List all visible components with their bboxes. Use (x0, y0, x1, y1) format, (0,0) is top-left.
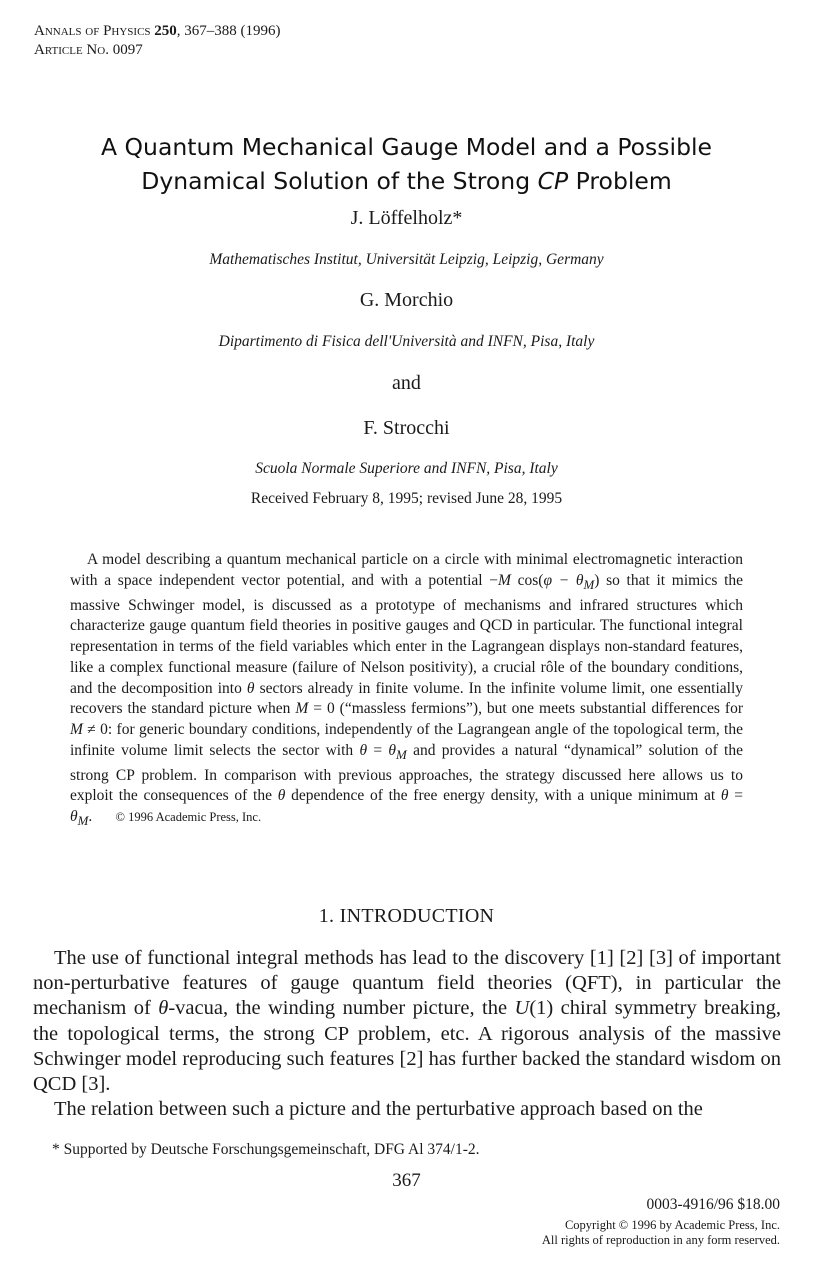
abstract-text: ) so that it mimics the massive Schwinger model, is discussed as a prototype of mechanisms and infrared structures which characterize gauge quantum field theories in positive gauges and QCD in particular. The functional integral representation in terms of the field variables which enter in the Lagrangean displays non-standard features, like a complex functional measure (failure of Nelson positivity), a crucial rôle of the boundary conditions, and the decomposition into (70, 571, 744, 697)
abstract-text: = (367, 741, 389, 759)
title-line-2 (40, 164, 773, 198)
abstract-math: M (295, 700, 309, 718)
abstract-text: ≠ 0: for generic boundary conditions, independently of the Lagrangean angle of the topological term, the infinite volume limit selects the sector with (70, 721, 743, 759)
article-number-line (34, 41, 281, 60)
abstract-math: φ − θ (543, 571, 584, 589)
article-label: Article No. (34, 42, 109, 58)
body-text-run: The use of functional integral methods has lead to the discovery [1] [2] [3] of important non-perturbative features of gauge quantum field theories (QFT), in particular the mechanism of (33, 947, 781, 1020)
author-1-affiliation: Mathematisches Institut, Universität Leipzig, Leipzig, Germany (209, 251, 604, 268)
abstract-text: and provides a natural “dynamical” solution of the strong CP problem. In comparison with previous approaches, the strategy discussed here allows us to exploit the consequences of the (70, 741, 743, 805)
abstract-text: sectors already in finite volume. In the infinite volume limit, one essentially recovers the standard picture when (70, 679, 743, 718)
abstract-math: M (70, 721, 83, 739)
abstract-text: dependence of the free energy density, with a unique minimum at (285, 787, 721, 805)
section-title: INTRODUCTION (339, 905, 495, 927)
author-2-name: G. Morchio (359, 289, 454, 311)
abstract-math-subscript: M (77, 813, 89, 829)
copyright-line-1: Copyright © 1996 by Academic Press, Inc. (564, 1218, 780, 1232)
paragraph-2: The relation between such a picture and the perturbative approach based on the (54, 1098, 703, 1121)
abstract (70, 550, 743, 832)
abstract-math-subscript: M (396, 746, 407, 762)
footnote: * Supported by Deutsche Forschungsgemeinschaft, DFG Al 374/1-2. (52, 1141, 480, 1158)
title-cp: CP (537, 167, 569, 195)
author-3-affiliation: Scuola Normale Superiore and INFN, Pisa, Italy (255, 460, 558, 477)
abstract-text: = 0 (“massless fermions”), but one meets substantial differences for (308, 700, 744, 718)
and-separator: and (392, 372, 421, 394)
paragraph-1 (33, 946, 781, 1097)
copyright-line-2: All rights of reproduction in any form reserved. (541, 1233, 780, 1247)
journal-pages: , 367–388 (1996) (176, 23, 281, 39)
body-text-run: (1) chiral symmetry breaking, the topological terms, the strong CP problem, etc. A rigorous analysis of the massive Schwinger model reproducing such features [2] has further backed the standard wisdom on QCD [3]. (33, 997, 781, 1096)
price-code: 0003-4916/96 $18.00 (646, 1196, 780, 1213)
author-3-name: F. Strocchi (363, 417, 450, 439)
title-line-1: A Quantum Mechanical Gauge Model and a Possible (101, 133, 712, 161)
paper-title (40, 130, 773, 198)
title-line-2-post: Problem (568, 167, 672, 195)
abstract-math: θ (70, 808, 78, 826)
abstract-math: M (498, 571, 511, 589)
abstract-math-subscript: M (583, 576, 595, 592)
abstract-math: θ (277, 787, 286, 805)
received-dates: Received February 8, 1995; revised June 28, 1995 (250, 490, 563, 507)
page-number: 367 (392, 1170, 421, 1191)
abstract-text: = (728, 787, 744, 805)
author-1-name: J. Löffelholz* (350, 207, 463, 229)
author-2-affiliation: Dipartimento di Fisica dell'Università and INFN, Pisa, Italy (218, 333, 595, 350)
body-text (33, 946, 781, 1122)
abstract-copyright: © 1996 Academic Press, Inc. (115, 810, 262, 825)
section-number: 1. (318, 905, 335, 927)
journal-volume: 250 (154, 23, 177, 39)
abstract-text: . (88, 808, 93, 826)
journal-header (34, 22, 281, 60)
body-math: θ (158, 997, 169, 1020)
abstract-math: θ (359, 741, 368, 759)
abstract-text: cos( (510, 571, 544, 589)
journal-name: Annals of Physics (34, 23, 151, 39)
body-text-run: -vacua, the winding number picture, the (168, 997, 515, 1020)
copyright-notice (542, 1218, 780, 1248)
section-heading (0, 905, 813, 928)
journal-citation (34, 22, 281, 41)
title-line-2-pre: Dynamical Solution of the Strong (141, 167, 538, 195)
article-number: 0097 (112, 42, 143, 58)
abstract-math: θ (720, 787, 729, 805)
abstract-math: θ (246, 679, 255, 697)
body-math: U (514, 997, 530, 1020)
abstract-math: θ (388, 741, 397, 759)
abstract-text: A model describing a quantum mechanical particle on a circle with minimal electromagnetic interaction with a space independent vector potential, and with a potential − (70, 551, 743, 589)
